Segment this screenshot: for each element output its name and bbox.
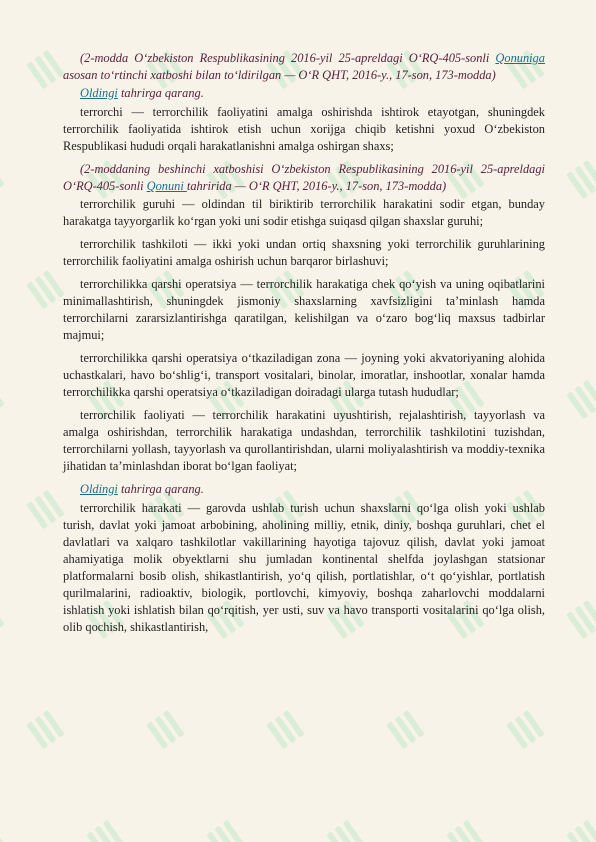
watermark-mark (566, 600, 596, 639)
watermark-mark (146, 710, 185, 749)
watermark-mark (0, 600, 5, 639)
watermark-mark (86, 820, 125, 842)
law-link-2[interactable]: Qonuni (146, 179, 187, 193)
definition-terrorist-act: terrorchilik harakati — garovda ushlab turish uchun shaxslarni qo‘lga olish yoki ushlab turish, davlat yoki jamoat arbobining, aholining milliy, etnik, diniy, boshqa guruhlari, chet el davlatlari va xalqaro tashkilotlar vakillarining hayotiga tajovuz qilish, davlat yoki jamoat ahamiyatiga molik obyektlarni shu jumladan kontinental shelfda joylashgan statsionar platformalarni bosib olish, shikastlantirish, yo‘q qilish, portlatishlar, o‘t qo‘yishlar, portlatish qurilmalarini, radioaktiv, biologik, portlovchi, kimyoviy, boshqa zaharlovchi moddalarni ishlatish yoki ishlatish bilan qo‘rqitish, yer usti, suv va havo transporti vositalarini qo‘lga olish, olib qochish, shikastlantirish, (63, 501, 545, 634)
previous-edition-note-2 (63, 481, 545, 498)
watermark-mark (386, 710, 425, 749)
amendment-note-1 (63, 50, 545, 84)
watermark-mark (206, 820, 245, 842)
amendment-note-text: asosan to‘rtinchi xatboshi bilan to‘ldirilgan — O‘R QHT, 2016-y., 17-son, 173-modda) (63, 68, 496, 82)
watermark-mark (566, 820, 596, 842)
watermark-mark (266, 710, 305, 749)
watermark-mark (26, 490, 65, 529)
amendment-note-text: (2-moddaning beshinchi xatboshisi O‘zbekiston Respublikasining 2016-yil 25-apreldagi O‘RQ-405-sonli (63, 162, 545, 193)
previous-edition-note-1 (63, 85, 545, 102)
watermark-mark (0, 160, 5, 199)
watermark-mark (326, 820, 365, 842)
definition-terrorist-group: terrorchilik guruhi — oldindan til biriktirib terrorchilik harakatini sodir etgan, bunday harakatga tayyorgarlik ko‘rgan yoki uni sodir etishga suiqasd qilgan shaxslar guruhi; (63, 197, 545, 228)
amendment-note-2 (63, 161, 545, 195)
document-body (63, 50, 545, 642)
watermark-mark (506, 710, 545, 749)
previous-edition-text: tahrirga qarang. (117, 482, 204, 496)
law-link-1[interactable]: Qonuniga (495, 51, 545, 65)
watermark-mark (0, 380, 5, 419)
watermark-mark (26, 50, 65, 89)
definition-terrorist-activity: terrorchilik faoliyati — terrorchilik harakatini uyushtirish, rejalashtirish, tayyorlash va amalga oshirishdan, terrorchilik harakatiga undashdan, terrorchilik tashkilotini tuzishdan, terrorchilarni yollash, tayyorlash va qurollantirishdan, ularni moliyalashtirish va moddiy-texnika jihatidan ta’minlashdan iborat bo‘lgan faoliyat; (63, 408, 545, 473)
watermark-mark (26, 710, 65, 749)
watermark-mark (566, 380, 596, 419)
watermark-mark (0, 820, 5, 842)
amendment-note-text: tahririda — O‘R QHT, 2016-y., 17-son, 173-modda) (186, 179, 447, 193)
definition-counter-terrorist-operation: terrorchilikka qarshi operatsiya — terrorchilik harakatiga chek qo‘yish va uning oqibatlarini minimallashtirish, shuningdek jismoniy shaxslarning xavfsizligini ta’minlash hamda terrorchilarni zararsizlantirishga qaratilgan, kelishilgan va o‘zaro bog‘liq maxsus tadbirlar majmui; (63, 277, 545, 342)
watermark-mark (566, 160, 596, 199)
definition-terrorist: terrorchi — terrorchilik faoliyatini amalga oshirishda ishtirok etayotgan, shuningdek terrorchilik faoliyatida ishtirok etish uchun xorijga chiqib ketishni yoxud O‘zbekiston Respublikasi hududi orqali harakatlanishni amalga oshirgan shaxs; (63, 105, 545, 153)
previous-edition-link-2[interactable]: Oldingi (80, 482, 118, 496)
watermark-mark (26, 270, 65, 309)
definition-terrorist-organization: terrorchilik tashkiloti — ikki yoki undan ortiq shaxsning yoki terrorchilik guruhlarining terrorchilik faoliyatini amalga oshirish uchun barqaror birlashuvi; (63, 237, 545, 268)
definition-operation-zone: terrorchilikka qarshi operatsiya o‘tkaziladigan zona — joyning yoki akvatoriyaning alohida uchastkalari, havo bo‘shlig‘i, transport vositalari, binolar, imoratlar, inshootlar, xonalar hamda terrorchilikka qarshi operatsiya o‘tkaziladigan doiradagi ularga tutash hududlar; (63, 351, 545, 399)
amendment-note-text: (2-modda O‘zbekiston Respublikasining 2016-yil 25-apreldagi O‘RQ-405-sonli (80, 51, 496, 65)
previous-edition-link-1[interactable]: Oldingi (80, 86, 118, 100)
watermark-mark (446, 820, 485, 842)
previous-edition-text: tahrirga qarang. (117, 86, 204, 100)
